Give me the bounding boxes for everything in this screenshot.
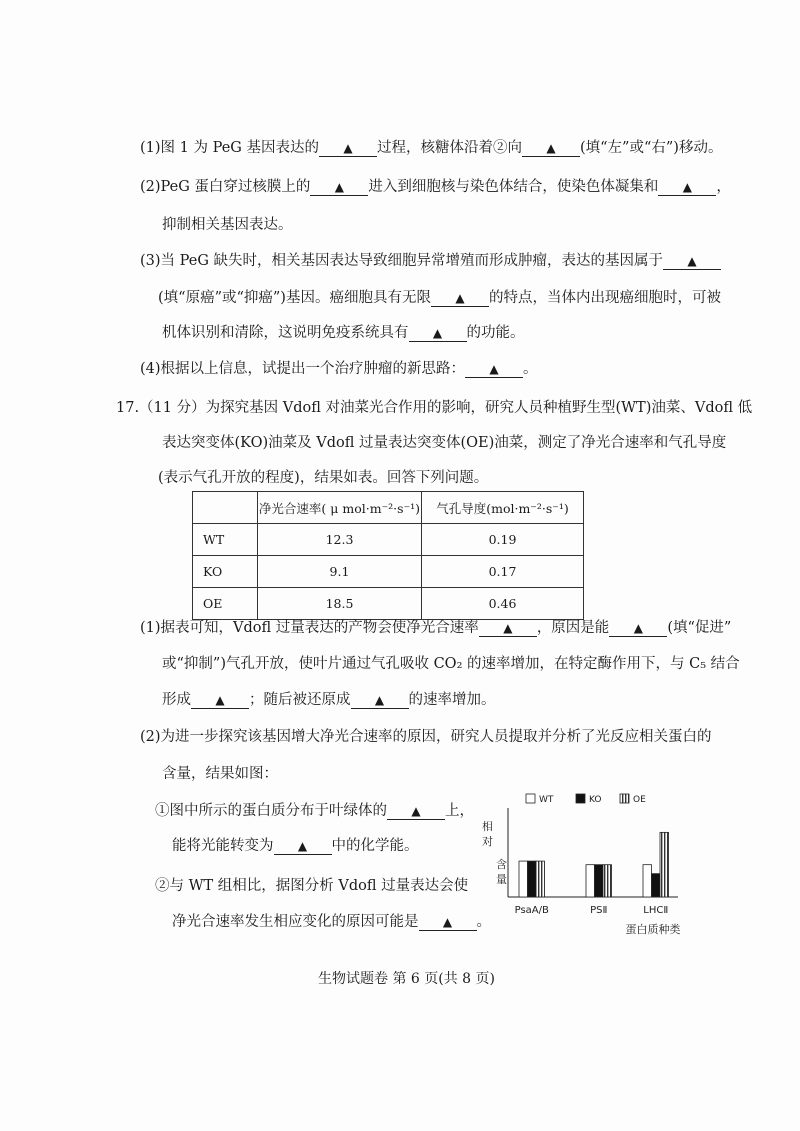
table-header-cell: 净光合速率( μ mol·m⁻²·s⁻¹) xyxy=(258,492,422,524)
table-row xyxy=(193,588,584,620)
protein-content-chart xyxy=(478,790,708,940)
answer-blank[interactable]: ▲ xyxy=(663,253,721,270)
y-axis-label: 对 xyxy=(482,835,493,848)
q17-sub2-item1: ①图中所示的蛋白质分布于叶绿体的 ▲ 上， xyxy=(155,803,474,819)
bar-oe xyxy=(603,865,612,897)
answer-blank[interactable]: ▲ xyxy=(191,692,249,709)
legend-swatch xyxy=(576,794,585,803)
table-cell: 0.19 xyxy=(422,524,584,556)
bar-wt xyxy=(586,865,595,897)
table-header-cell: 气孔导度(mol·m⁻²·s⁻¹) xyxy=(422,492,584,524)
bar-ko xyxy=(652,874,661,897)
page-footer: 生物试题卷 第 6 页(共 8 页) xyxy=(318,971,495,987)
answer-blank[interactable]: ▲ xyxy=(658,179,716,196)
answer-blank[interactable]: ▲ xyxy=(351,692,409,709)
table-cell: OE xyxy=(193,588,258,620)
x-tick-label: LHCⅡ xyxy=(643,905,669,916)
q16-part4: (4)根据以上信息，试提出一个治疗肿瘤的新思路： ▲ 。 xyxy=(140,361,538,377)
table-header-cell xyxy=(193,492,258,524)
answer-blank[interactable]: ▲ xyxy=(522,140,580,157)
legend-swatch xyxy=(526,794,535,803)
answer-blank[interactable]: ▲ xyxy=(609,620,667,637)
q17-intro-line3: (表示气孔开放的程度)，结果如表。回答下列问题。 xyxy=(158,470,489,486)
x-axis-label: 蛋白质种类 xyxy=(625,923,681,936)
q17-intro-line2: 表达突变体(KO)油菜及 Vdofl 过量表达突变体(OE)油菜，测定了净光合速率和气孔导度 xyxy=(162,435,727,451)
bar-oe xyxy=(536,861,545,897)
answer-blank[interactable]: ▲ xyxy=(409,325,467,342)
table-cell: WT xyxy=(193,524,258,556)
bar-ko xyxy=(528,861,537,897)
q16-part2: (2)PeG 蛋白穿过核膜上的 ▲ 进入到细胞核与染色体结合，使染色体凝集和 ▲ ， xyxy=(140,179,731,195)
table-cell: 0.17 xyxy=(422,556,584,588)
table-cell: 12.3 xyxy=(258,524,422,556)
q17-intro-line1: 17.（11 分）为探究基因 Vdofl 对油菜光合作用的影响，研究人员种植野生型(WT)油菜、Vdofl 低 xyxy=(116,400,753,416)
x-tick-label: PSⅡ xyxy=(590,905,608,916)
table-cell: 18.5 xyxy=(258,588,422,620)
table-header-row xyxy=(193,492,584,524)
bar-ko xyxy=(595,865,604,897)
q16-part3-line3: 机体识别和清除，这说明免疫系统具有 ▲ 的功能。 xyxy=(162,325,525,341)
bar-wt xyxy=(643,865,652,897)
y-axis-label: 含 xyxy=(496,858,507,871)
table-row xyxy=(193,556,584,588)
answer-blank[interactable]: ▲ xyxy=(431,290,489,307)
q16-part2-cont: 抑制相关基因表达。 xyxy=(162,217,293,233)
legend-label: OE xyxy=(633,795,646,805)
q17-sub1: (1)据表可知，Vdofl 过量表达的产物会使净光合速率 ▲ ，原因是能 ▲ (填“促进” xyxy=(140,620,732,636)
answer-blank[interactable]: ▲ xyxy=(479,620,537,637)
answer-blank[interactable]: ▲ xyxy=(419,914,477,931)
q17-sub2-item1-line2: 能将光能转变为 ▲ 中的化学能。 xyxy=(172,838,419,854)
answer-blank[interactable]: ▲ xyxy=(387,803,445,820)
answer-blank[interactable]: ▲ xyxy=(319,140,377,157)
y-axis-label: 相 xyxy=(482,820,493,833)
q17-sub2: (2)为进一步探究该基因增大净光合速率的原因，研究人员提取并分析了光反应相关蛋白的 xyxy=(140,729,712,745)
table-cell: 9.1 xyxy=(258,556,422,588)
table-cell: KO xyxy=(193,556,258,588)
bar-oe xyxy=(660,832,669,897)
q17-sub1-line2: 或“抑制”)气孔开放，使叶片通过气孔吸收 CO₂ 的速率增加，在特定酶作用下，与 C₅ 结合 xyxy=(162,656,740,672)
table-cell: 0.46 xyxy=(422,588,584,620)
results-table xyxy=(192,491,584,620)
q17-sub2-item2-line2: 净光合速率发生相应变化的原因可能是 ▲ 。 xyxy=(172,914,491,930)
table-row xyxy=(193,524,584,556)
legend-swatch xyxy=(620,794,629,803)
q17-sub2-line2: 含量，结果如图： xyxy=(162,766,278,782)
answer-blank[interactable]: ▲ xyxy=(274,838,332,855)
bar-wt xyxy=(519,861,528,897)
legend-label: WT xyxy=(539,795,554,805)
q16-part3: (3)当 PeG 缺失时，相关基因表达导致细胞异常增殖而形成肿瘤，表达的基因属于 ▲ xyxy=(140,251,721,271)
x-tick-label: PsaA/B xyxy=(514,905,549,916)
legend-label: KO xyxy=(589,795,602,805)
answer-blank[interactable]: ▲ xyxy=(465,361,523,378)
q16-part1: (1)图 1 为 PeG 基因表达的 ▲ 过程，核糖体沿着②向 ▲ (填“左”或“右”)移动。 xyxy=(140,140,723,156)
y-axis-label: 量 xyxy=(496,873,507,886)
answer-blank[interactable]: ▲ xyxy=(310,179,368,196)
q17-sub1-line3: 形成 ▲ ；随后被还原成 ▲ 的速率增加。 xyxy=(162,692,496,708)
q16-part3-line2: (填“原癌”或“抑癌”)基因。癌细胞具有无限 ▲ 的特点，当体内出现癌细胞时，可被 xyxy=(158,290,721,306)
q17-sub2-item2: ②与 WT 组相比，据图分析 Vdofl 过量表达会使 xyxy=(155,878,469,894)
